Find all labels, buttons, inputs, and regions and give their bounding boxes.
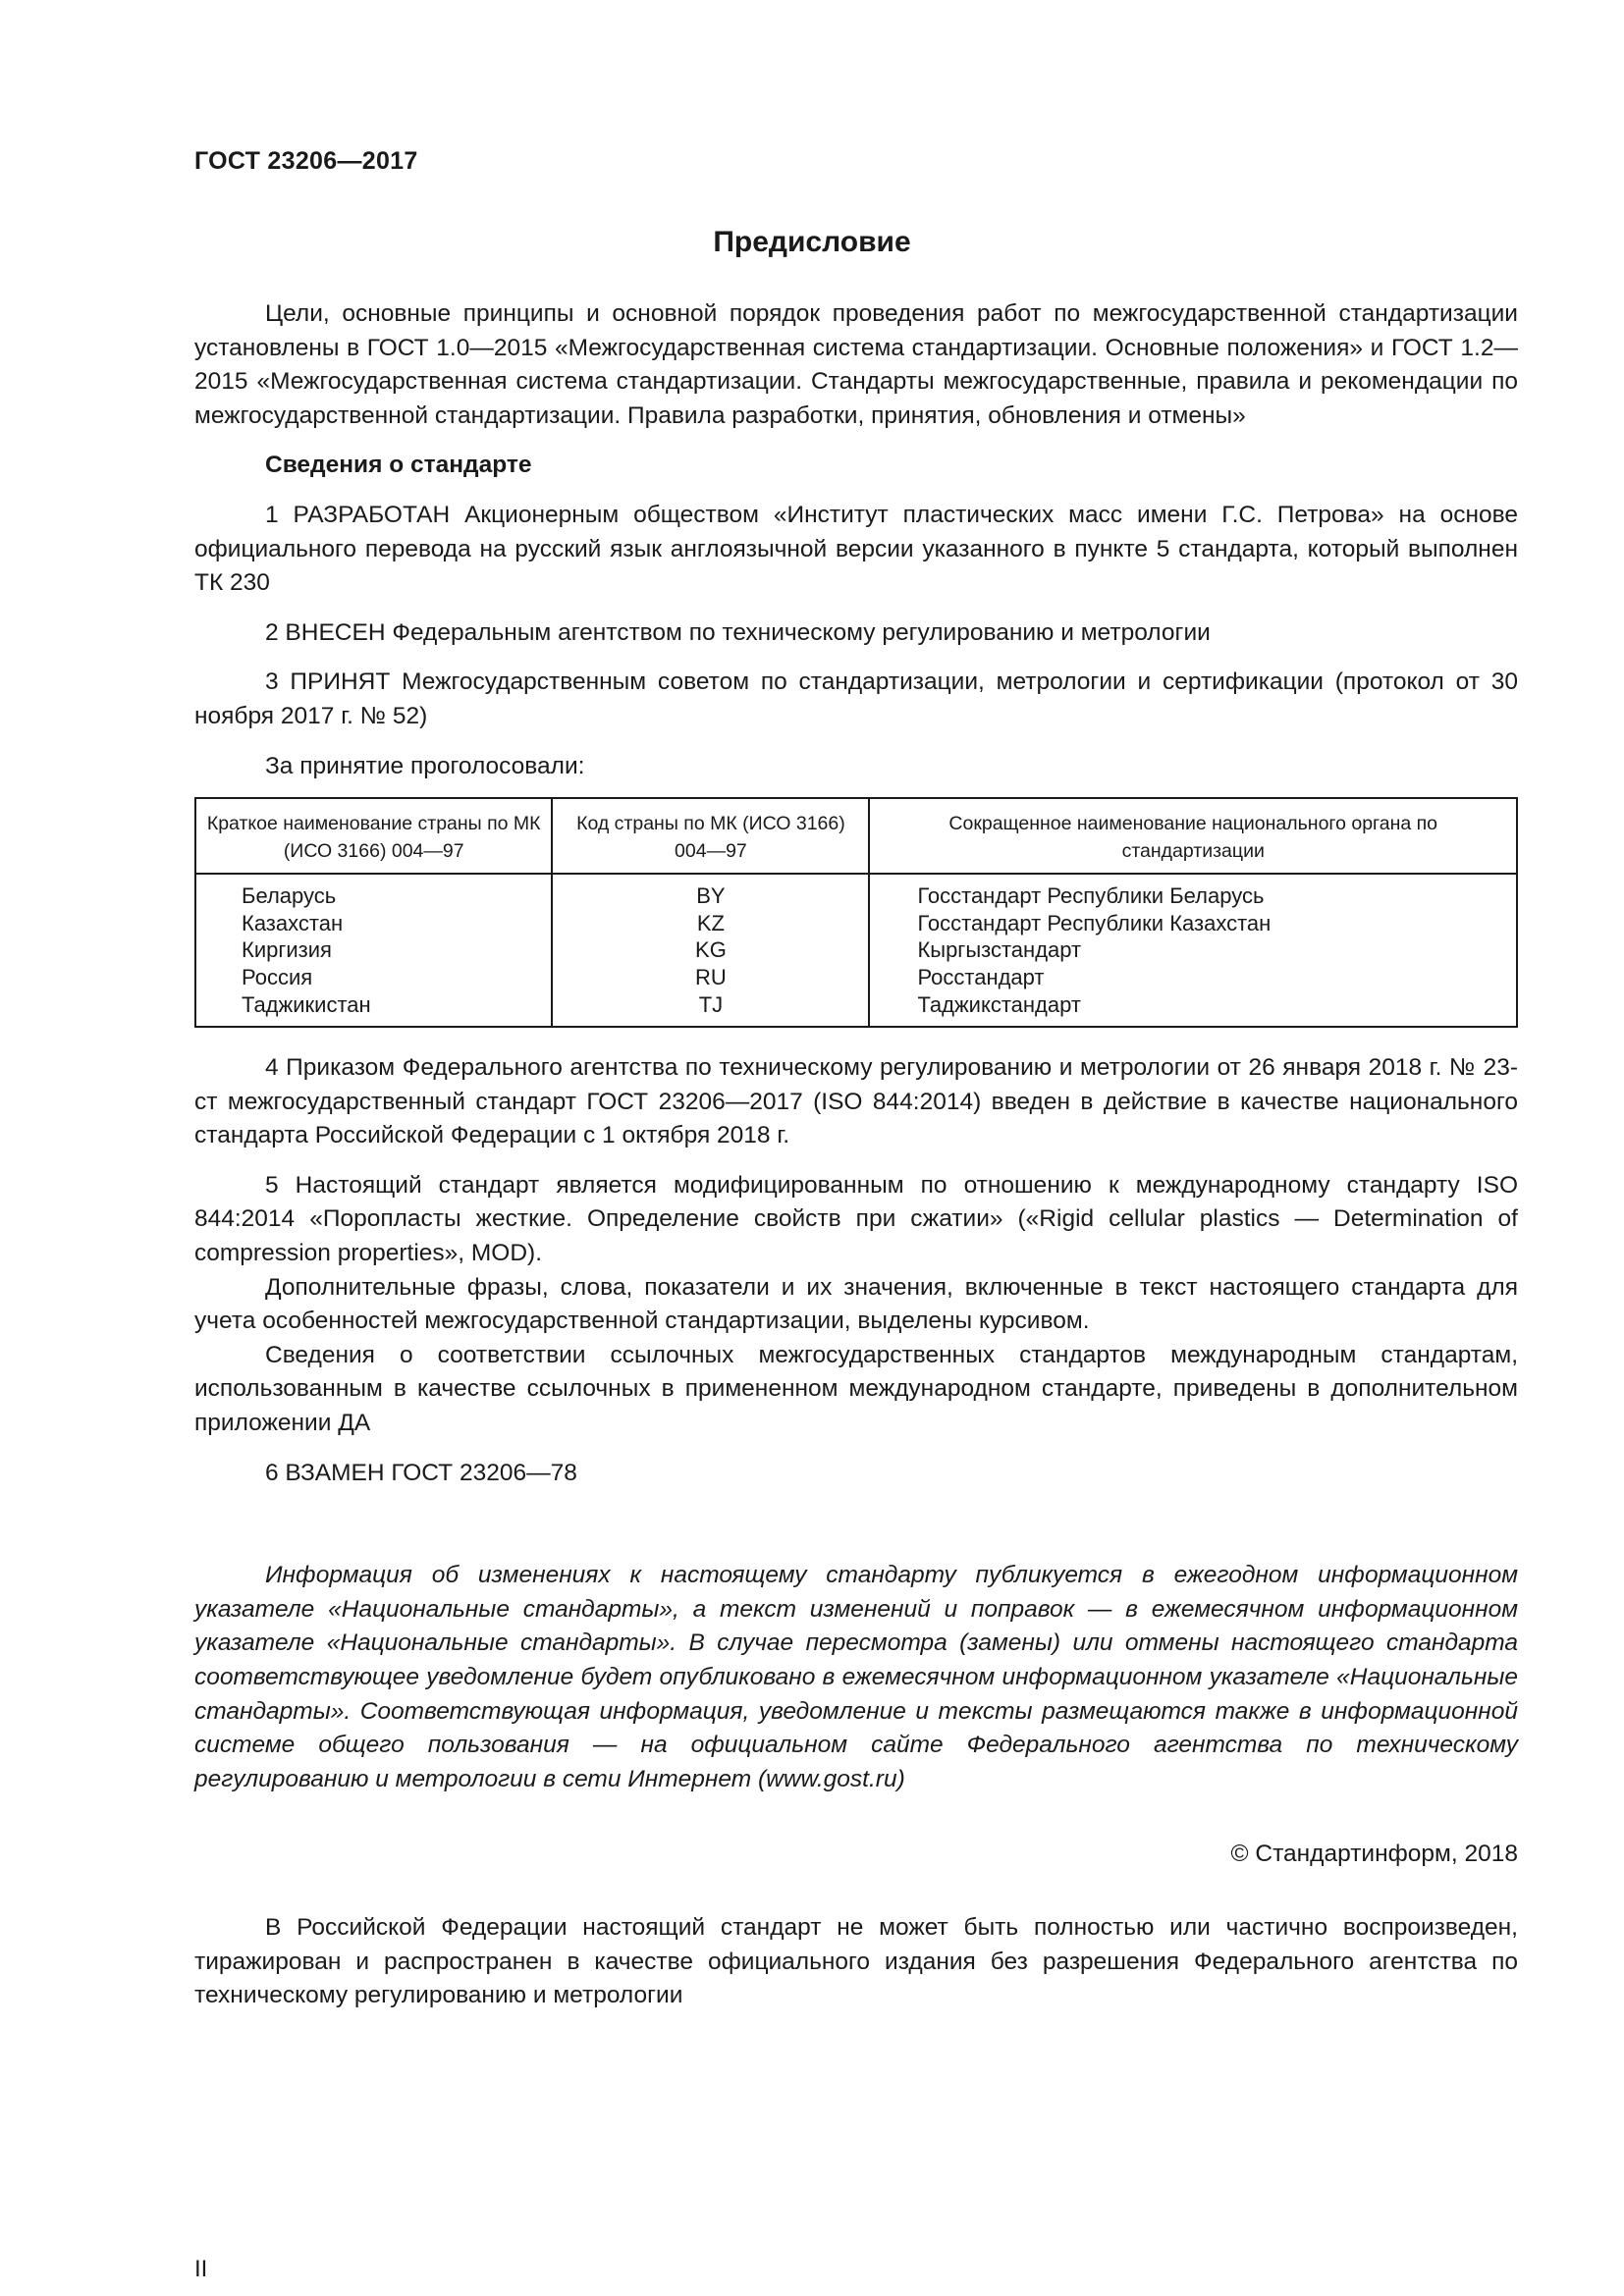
cell-code: KG: [552, 936, 869, 964]
cell-body: Кыргызстандарт: [869, 936, 1517, 964]
rights-notice: В Российской Федерации настоящий стандарт не может быть полностью или частично воспроизведен, тиражирован и распространен в качестве официального издания без разрешения Федерального агентства по техническому регулированию и метрологии: [194, 1913, 1518, 2009]
cell-country: Таджикистан: [195, 991, 552, 1028]
copyright-notice: © Стандартинформ, 2018: [1230, 1841, 1518, 1868]
column-header-body: Сокращенное наименование национального органа по стандартизации: [869, 798, 1517, 874]
item-6: 6 ВЗАМЕН ГОСТ 23206—78: [265, 1459, 577, 1486]
document-body: [194, 297, 1518, 2013]
cell-country: Киргизия: [195, 936, 552, 964]
table-header-row: [195, 798, 1517, 874]
cell-code: RU: [552, 964, 869, 991]
item-1: 1 РАЗРАБОТАН Акционерным обществом «Институт пластических масс имени Г.С. Петрова» на основе официального перевода на русский язык англоязычной версии указанного в пункте 5 стандарта, который выполнен ТК 230: [194, 501, 1518, 597]
section-subheading: Сведения о стандарте: [265, 452, 532, 479]
cell-country: Россия: [195, 964, 552, 991]
table-row: [195, 874, 1517, 910]
item-5-extra-2: Сведения о соответствии ссылочных межгосударственных стандартов международным стандартам, использованным в качестве ссылочных в примененном международном стандарте, приведены в дополнительном приложении ДА: [194, 1341, 1518, 1437]
intro-paragraph: Цели, основные принципы и основной порядок проведения работ по межгосударственной стандартизации установлены в ГОСТ 1.0—2015 «Межгосударственная система стандартизации. Основные положения» и ГОСТ 1.2—2015 «Межгосударственная система стандартизации. Стандарты межгосударственные, правила и рекомендации по межгосударственной стандартизации. Правила разработки, принятия, обновления и отмены»: [194, 300, 1518, 429]
column-header-country: Краткое наименование страны по МК (ИСО 3166) 004—97: [195, 798, 552, 874]
cell-country: Беларусь: [195, 874, 552, 910]
cell-body: Госстандарт Республики Беларусь: [869, 874, 1517, 910]
item-4: 4 Приказом Федерального агентства по техническому регулированию и метрологии от 26 января 2018 г. № 23-ст межгосударственный стандарт ГОСТ 23206—2017 (ISO 844:2014) введен в действие в качестве национального стандарта Российской Федерации с 1 октября 2018 г.: [194, 1054, 1518, 1149]
cell-country: Казахстан: [195, 910, 552, 937]
column-header-code: Код страны по МК (ИСО 3166) 004—97: [552, 798, 869, 874]
cell-body: Таджикстандарт: [869, 991, 1517, 1028]
cell-code: BY: [552, 874, 869, 910]
cell-body: Росстандарт: [869, 964, 1517, 991]
voted-label: За принятие проголосовали:: [265, 752, 585, 779]
changes-info-paragraph: Информация об изменениях к настоящему стандарту публикуется в ежегодном информационном указателе «Национальные стандарты», а текст изменений и поправок — в ежемесячном информационном указателе «Национальные стандарты». В случае пересмотра (замены) или отмены настоящего стандарта соответствующее уведомление будет опубликовано в ежемесячном информационном указателе «Национальные стандарты». Соответствующая информация, уведомление и тексты размещаются также в информационной системе общего пользования — на официальном сайте Федерального агентства по техническому регулированию и метрологии в сети Интернет (www.gost.ru): [194, 1562, 1518, 1792]
voting-table: [194, 797, 1518, 1028]
table-row: [195, 991, 1517, 1028]
table-row: [195, 910, 1517, 937]
item-5-extra-1: Дополнительные фразы, слова, показатели и их значения, включенные в текст настоящего стандарта для учета особенностей межгосударственной стандартизации, выделены курсивом.: [194, 1273, 1518, 1335]
table-row: [195, 964, 1517, 991]
item-3: 3 ПРИНЯТ Межгосударственным советом по стандартизации, метрологии и сертификации (протокол от 30 ноября 2017 г. № 52): [194, 668, 1518, 729]
page-title: Предисловие: [713, 226, 911, 258]
item-2: 2 ВНЕСЕН Федеральным агентством по техническому регулированию и метрологии: [265, 618, 1211, 646]
page-number: II: [194, 2256, 208, 2282]
document-header: ГОСТ 23206—2017: [194, 147, 418, 175]
cell-code: TJ: [552, 991, 869, 1028]
cell-body: Госстандарт Республики Казахстан: [869, 910, 1517, 937]
cell-code: KZ: [552, 910, 869, 937]
item-5: 5 Настоящий стандарт является модифицированным по отношению к международному стандарту ISO 844:2014 «Поропласты жесткие. Определение свойств при сжатии» («Rigid cellular plastics — Determination of compression properties», MOD).: [194, 1171, 1518, 1267]
table-row: [195, 936, 1517, 964]
